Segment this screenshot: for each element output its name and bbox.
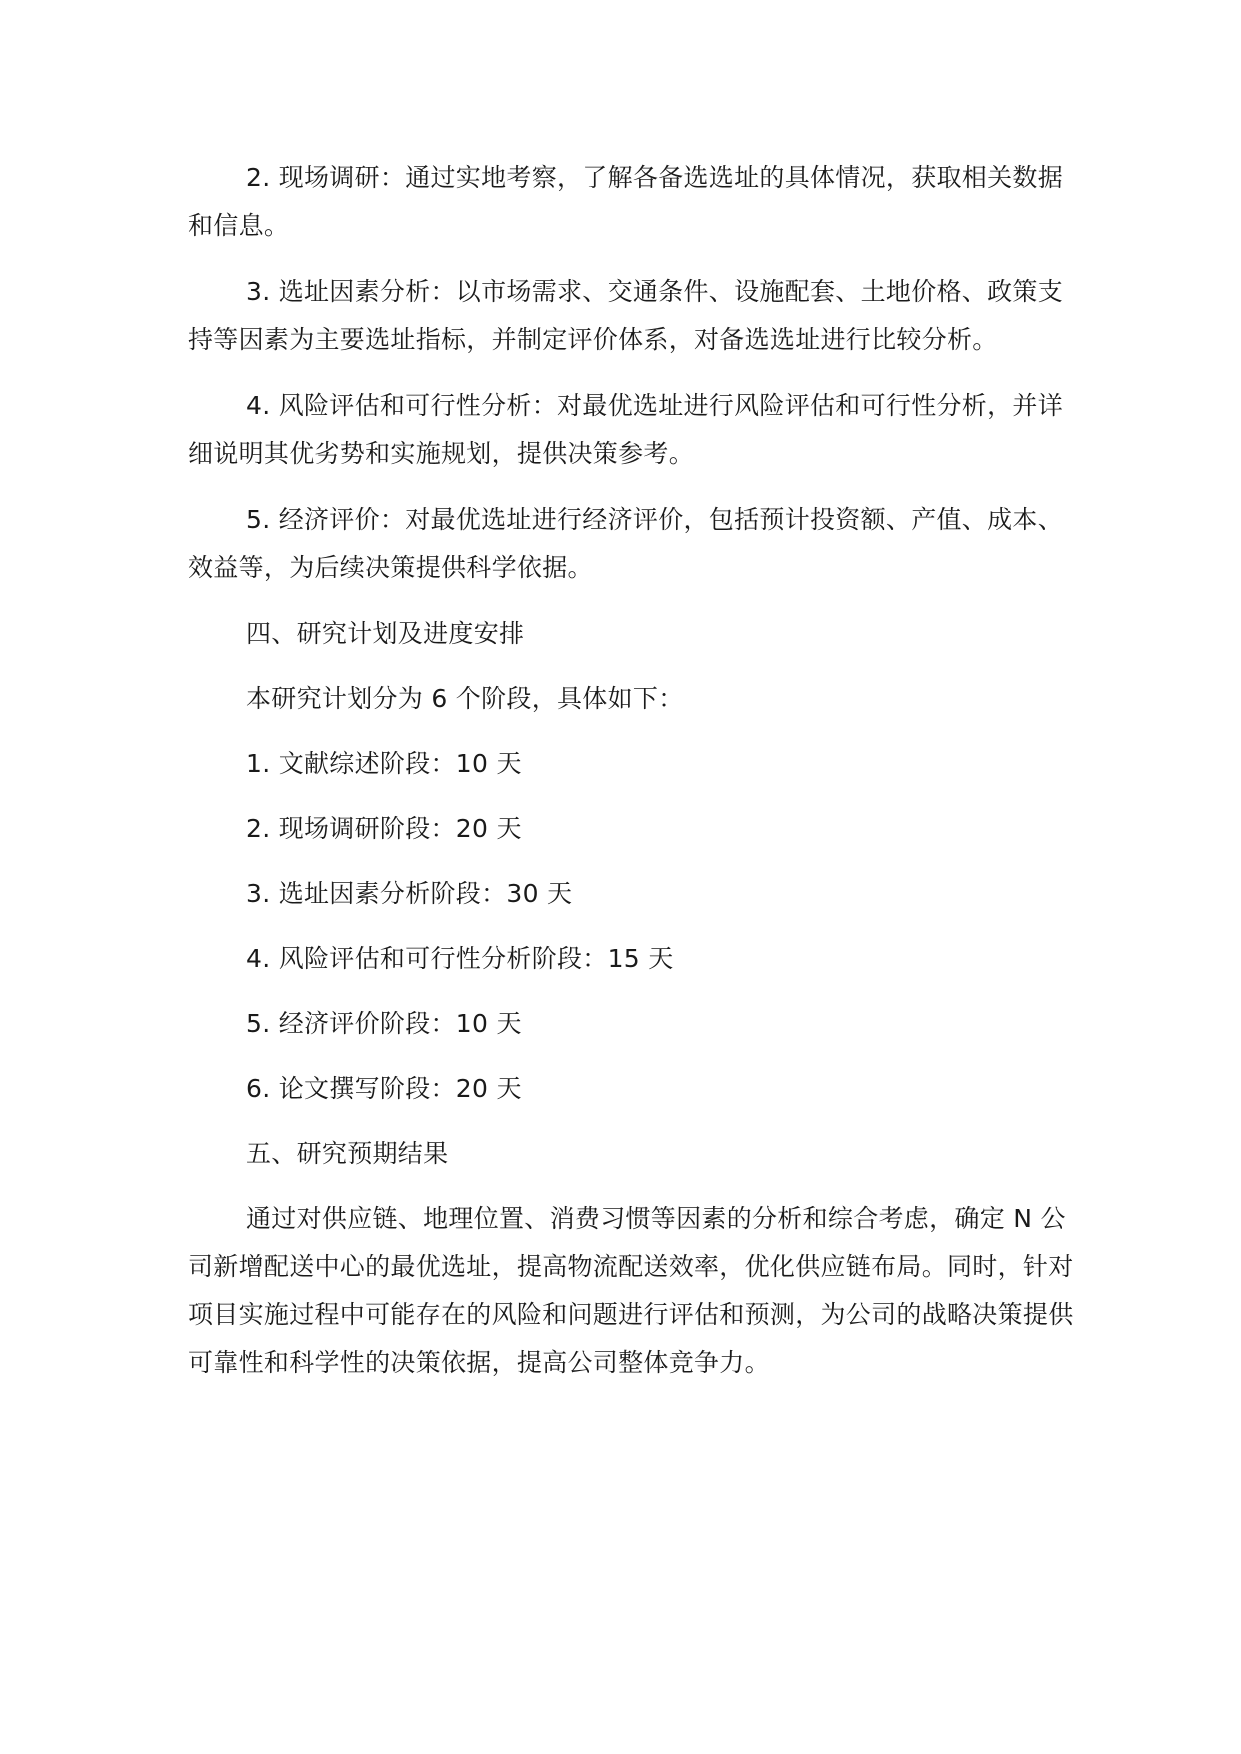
paragraph-economic-evaluation: 5. 经济评价：对最优选址进行经济评价，包括预计投资额、产值、成本、效益等，为后续决策提供科学依据。 [188, 505, 1064, 582]
list-item-stage-6: 6. 论文撰写阶段：20 天 [246, 1074, 522, 1103]
list-item-stage-1: 1. 文献综述阶段：10 天 [246, 749, 522, 778]
paragraph-expected-results: 通过对供应链、地理位置、消费习惯等因素的分析和综合考虑，确定 N 公司新增配送中心的最优选址，提高物流配送效率，优化供应链布局。同时，针对项目实施过程中可能存在的风险和问题进行评估和预测，为公司的战略决策提供可靠性和科学性的决策依据，提高公司整体竞争力。 [188, 1204, 1074, 1377]
list-item-stage-4: 4. 风险评估和可行性分析阶段：15 天 [246, 944, 674, 973]
list-item-stage-3: 3. 选址因素分析阶段：30 天 [246, 879, 573, 908]
section-heading-expected-results: 五、研究预期结果 [246, 1139, 449, 1168]
list-item-stage-2: 2. 现场调研阶段：20 天 [246, 814, 522, 843]
document-body [188, 154, 1083, 1405]
paragraph-site-factor-analysis: 3. 选址因素分析：以市场需求、交通条件、设施配套、土地价格、政策支持等因素为主要选址指标，并制定评价体系，对备选选址进行比较分析。 [188, 277, 1064, 354]
paragraph-field-survey: 2. 现场调研：通过实地考察，了解各备选选址的具体情况，获取相关数据和信息。 [188, 163, 1064, 240]
paragraph-risk-feasibility: 4. 风险评估和可行性分析：对最优选址进行风险评估和可行性分析，并详细说明其优劣势和实施规划，提供决策参考。 [188, 391, 1064, 468]
paragraph-plan-intro: 本研究计划分为 6 个阶段，具体如下： [246, 684, 684, 713]
section-heading-plan: 四、研究计划及进度安排 [246, 619, 525, 648]
list-item-stage-5: 5. 经济评价阶段：10 天 [246, 1009, 522, 1038]
